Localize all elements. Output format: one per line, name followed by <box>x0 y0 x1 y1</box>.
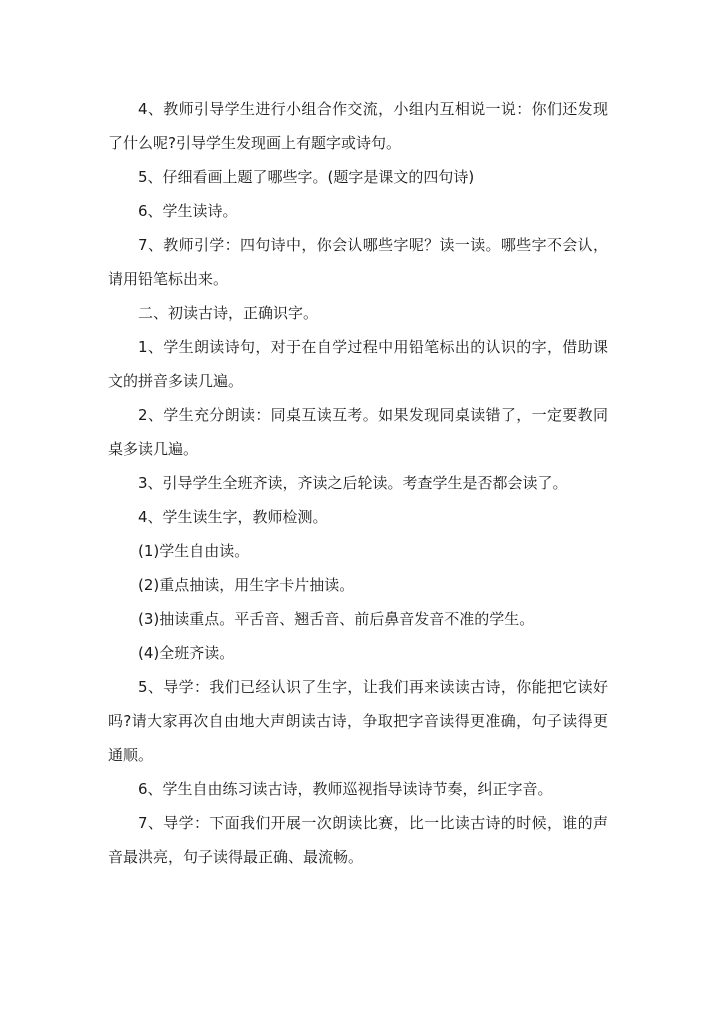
paragraph-step-1-read-aloud: 1、学生朗读诗句，对于在自学过程中用铅笔标出的认识的字，借助课文的拼音多读几遍。 <box>108 338 608 390</box>
list-item-card-reading: (2)重点抽读，用生字卡片抽读。 <box>138 576 355 594</box>
paragraph-step-7-reading-contest: 7、导学：下面我们开展一次朗读比赛，比一比读古诗的时候，谁的声音最洪亮，句子读得最正确、最流畅。 <box>108 814 608 866</box>
list-item-free-reading: (1)学生自由读。 <box>138 542 250 560</box>
paragraph-step-4-character-check: 4、学生读生字，教师检测。 <box>138 508 328 526</box>
list-item-class-reading: (4)全班齐读。 <box>138 644 235 662</box>
paragraph-step-4-group-discussion: 4、教师引导学生进行小组合作交流，小组内互相说一说：你们还发现了什么呢?引导学生发现画上有题字或诗句。 <box>108 100 608 152</box>
paragraph-step-6-rhythm-practice: 6、学生自由练习读古诗，教师巡视指导读诗节奏，纠正字音。 <box>138 780 553 798</box>
list-item-pronunciation-focus: (3)抽读重点。平舌音、翘舌音、前后鼻音发音不准的学生。 <box>138 610 535 628</box>
paragraph-step-5-inscription: 5、仔细看画上题了哪些字。(题字是课文的四句诗) <box>138 168 475 186</box>
paragraph-step-7-mark-characters: 7、教师引学：四句诗中，你会认哪些字呢？读一读。哪些字不会认，请用铅笔标出来。 <box>108 236 608 288</box>
paragraph-step-2-peer-reading: 2、学生充分朗读：同桌互读互考。如果发现同桌读错了，一定要教同桌多读几遍。 <box>108 406 608 458</box>
section-heading-initial-reading: 二、初读古诗，正确识字。 <box>138 304 319 322</box>
document-body <box>108 92 608 874</box>
paragraph-step-3-class-reading: 3、引导学生全班齐读，齐读之后轮读。考查学生是否都会读了。 <box>138 474 568 492</box>
paragraph-step-6-read-poem: 6、学生读诗。 <box>138 202 238 220</box>
paragraph-step-5-reread-poem: 5、导学：我们已经认识了生字，让我们再来读读古诗，你能把它读好吗?请大家再次自由地大声朗读古诗，争取把字音读得更准确，句子读得更通顺。 <box>108 678 608 764</box>
